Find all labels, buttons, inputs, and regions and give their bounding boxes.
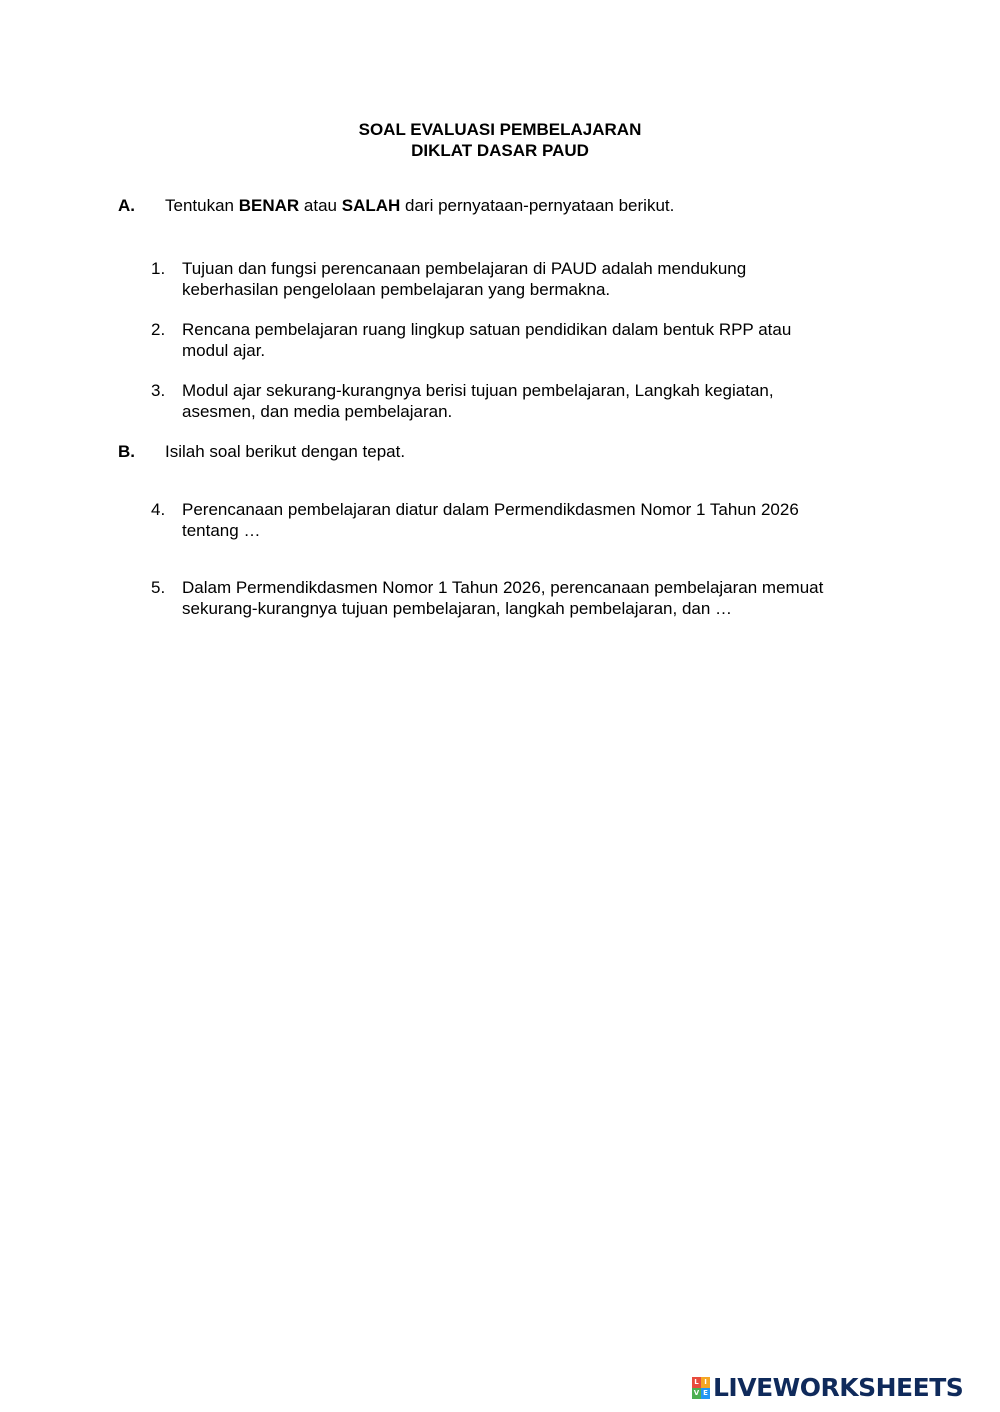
logo-mark-l: L <box>692 1377 701 1388</box>
section-a-instruction <box>165 195 674 217</box>
question-1-text <box>182 258 892 300</box>
liveworksheets-logo-text: LIVEWORKSHEETS <box>713 1373 964 1402</box>
liveworksheets-logo <box>692 1374 963 1402</box>
instruction-prefix: Tentukan <box>165 196 239 215</box>
liveworksheets-logo-icon <box>692 1377 710 1399</box>
question-4-text <box>182 499 892 541</box>
logo-mark-e: E <box>701 1388 710 1399</box>
question-5-line2: sekurang-kurangnya tujuan pembelajaran, langkah pembelajaran, dan … <box>182 599 733 618</box>
question-2-line1: Rencana pembelajaran ruang lingkup satuan pendidikan dalam bentuk RPP atau <box>182 320 792 339</box>
question-3-number: 3. <box>151 381 166 400</box>
instruction-true-word: BENAR <box>238 196 300 215</box>
instruction-mid: atau <box>299 196 342 215</box>
question-4-line2: tentang … <box>182 521 261 540</box>
question-1-line1: Tujuan dan fungsi perencanaan pembelajaran di PAUD adalah mendukung <box>182 259 747 278</box>
question-5-text <box>182 577 892 619</box>
section-a-letter: A. <box>118 196 135 215</box>
instruction-false-word: SALAH <box>341 196 401 215</box>
logo-mark-v: V <box>693 1389 700 1397</box>
page-subtitle: DIKLAT DASAR PAUD <box>411 141 589 160</box>
question-1-line2: keberhasilan pengelolaan pembelajaran yang bermakna. <box>182 280 611 299</box>
question-2-line2: modul ajar. <box>182 341 266 360</box>
question-3-line1: Modul ajar sekurang-kurangnya berisi tujuan pembelajaran, Langkah kegiatan, <box>182 381 774 400</box>
section-b-instruction: Isilah soal berikut dengan tepat. <box>165 442 406 461</box>
page-title: SOAL EVALUASI PEMBELAJARAN <box>358 120 642 139</box>
section-b-letter: B. <box>118 442 135 461</box>
instruction-suffix: dari pernyataan-pernyataan berikut. <box>400 196 675 215</box>
question-1-number: 1. <box>151 259 166 278</box>
question-5-number: 5. <box>151 578 166 597</box>
question-3-line2: asesmen, dan media pembelajaran. <box>182 402 453 421</box>
question-3-text <box>182 380 892 422</box>
question-5-line1: Dalam Permendikdasmen Nomor 1 Tahun 2026, perencanaan pembelajaran memuat <box>182 578 824 597</box>
logo-mark-i: I <box>701 1377 710 1388</box>
question-2-text <box>182 319 892 361</box>
question-4-number: 4. <box>151 500 166 519</box>
question-2-number: 2. <box>151 320 166 339</box>
question-4-line1: Perencanaan pembelajaran diatur dalam Permendikdasmen Nomor 1 Tahun 2026 <box>182 500 799 519</box>
